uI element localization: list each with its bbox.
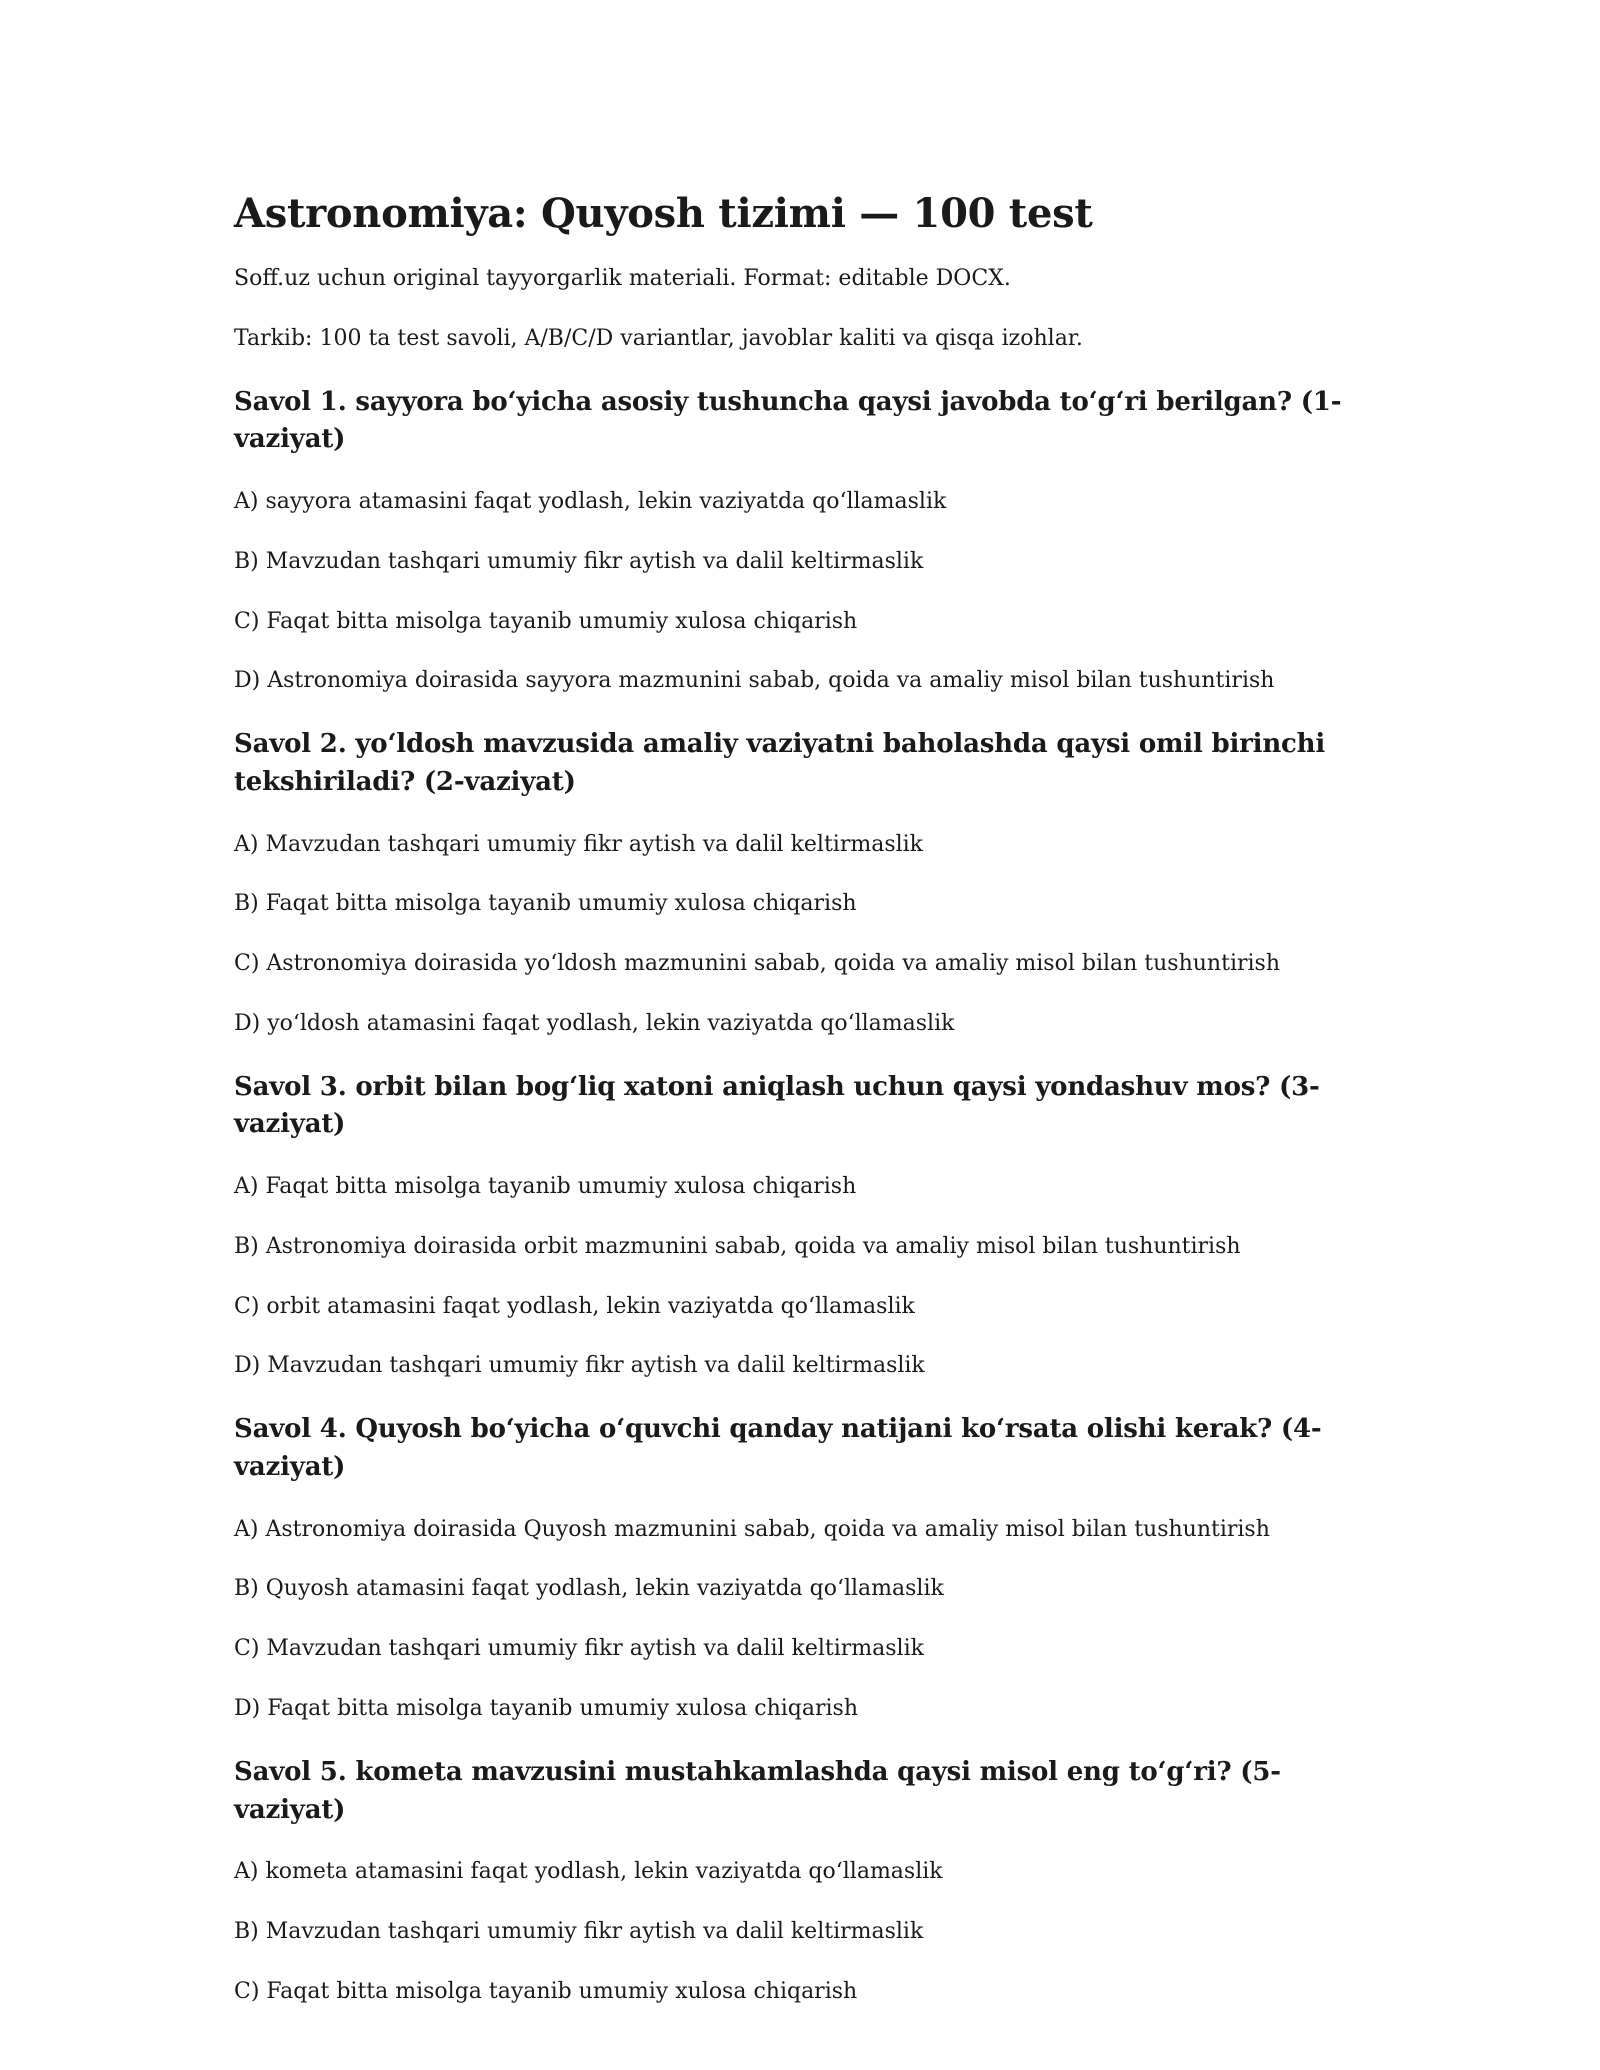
question-block — [234, 726, 1374, 1040]
answer-option: A) Faqat bitta misolga tayanib umumiy xulosa chiqarish — [234, 1174, 857, 1200]
question-block — [234, 1411, 1374, 1725]
answer-option: C) Faqat bitta misolga tayanib umumiy xulosa chiqarish — [234, 608, 858, 634]
answer-option: D) yo‘ldosh atamasini faqat yodlash, lekin vaziyatda qo‘llamaslik — [234, 1010, 955, 1036]
answer-option: C) orbit atamasini faqat yodlash, lekin vaziyatda qo‘llamaslik — [234, 1293, 915, 1319]
answer-option: C) Faqat bitta misolga tayanib umumiy xulosa chiqarish — [234, 1978, 858, 2004]
question-text: Savol 1. sayyora bo‘yicha asosiy tushuncha qaysi javobda to‘g‘ri berilgan? (1-vaziyat) — [234, 386, 1342, 455]
question-text: Savol 2. yo‘ldosh mavzusida amaliy vaziyatni baholashda qaysi omil birinchi tekshiriladi? (2-vaziyat) — [234, 729, 1326, 797]
answer-option: A) Mavzudan tashqari umumiy fikr aytish va dalil keltirmaslik — [234, 831, 924, 857]
answer-option: C) Astronomiya doirasida yo‘ldosh mazmunini sabab, qoida va amaliy misol bilan tushuntirish — [234, 951, 1280, 977]
answer-option: C) Mavzudan tashqari umumiy fikr aytish va dalil keltirmaslik — [234, 1636, 924, 1662]
question-text: Savol 4. Quyosh bo‘yicha o‘quvchi qanday natijani ko‘rsata olishi kerak? (4-vaziyat) — [234, 1414, 1322, 1482]
answer-option: D) Mavzudan tashqari umumiy fikr aytish va dalil keltirmaslik — [234, 1353, 925, 1379]
answer-option: A) Astronomiya doirasida Quyosh mazmunini sabab, qoida va amaliy misol bilan tushuntirish — [234, 1516, 1270, 1542]
intro-paragraph: Soff.uz uchun original tayyorgarlik materiali. Format: editable DOCX. — [234, 266, 1011, 291]
document-title: Astronomiya: Quyosh tizimi — 100 test — [234, 190, 1093, 237]
answer-option: B) Mavzudan tashqari umumiy fikr aytish va dalil keltirmaslik — [234, 548, 924, 574]
answer-option: D) Astronomiya doirasida sayyora mazmunini sabab, qoida va amaliy misol bilan tushuntirish — [234, 668, 1275, 694]
answer-option: B) Astronomiya doirasida orbit mazmunini sabab, qoida va amaliy misol bilan tushuntirish — [234, 1233, 1241, 1259]
question-text: Savol 3. orbit bilan bog‘liq xatoni aniqlash uchun qaysi yondashuv mos? (3-vaziyat) — [234, 1071, 1320, 1140]
question-block — [234, 1754, 1374, 2008]
answer-option: A) kometa atamasini faqat yodlash, lekin vaziyatda qo‘llamaslik — [234, 1859, 943, 1885]
intro-paragraph: Tarkib: 100 ta test savoli, A/B/C/D variantlar, javoblar kaliti va qisqa izohlar. — [234, 325, 1083, 351]
question-text: Savol 5. kometa mavzusini mustahkamlashda qaysi misol eng to‘g‘ri? (5-vaziyat) — [234, 1756, 1281, 1825]
document-page — [234, 180, 1374, 2037]
answer-option: B) Mavzudan tashqari umumiy fikr aytish va dalil keltirmaslik — [234, 1919, 924, 1945]
answer-option: B) Quyosh atamasini faqat yodlash, lekin vaziyatda qo‘llamaslik — [234, 1576, 944, 1602]
answer-option: A) sayyora atamasini faqat yodlash, lekin vaziyatda qo‘llamaslik — [234, 488, 947, 514]
answer-option: B) Faqat bitta misolga tayanib umumiy xulosa chiqarish — [234, 891, 857, 917]
question-block — [234, 384, 1374, 698]
answer-option: D) Faqat bitta misolga tayanib umumiy xulosa chiqarish — [234, 1696, 859, 1722]
question-block — [234, 1069, 1374, 1383]
